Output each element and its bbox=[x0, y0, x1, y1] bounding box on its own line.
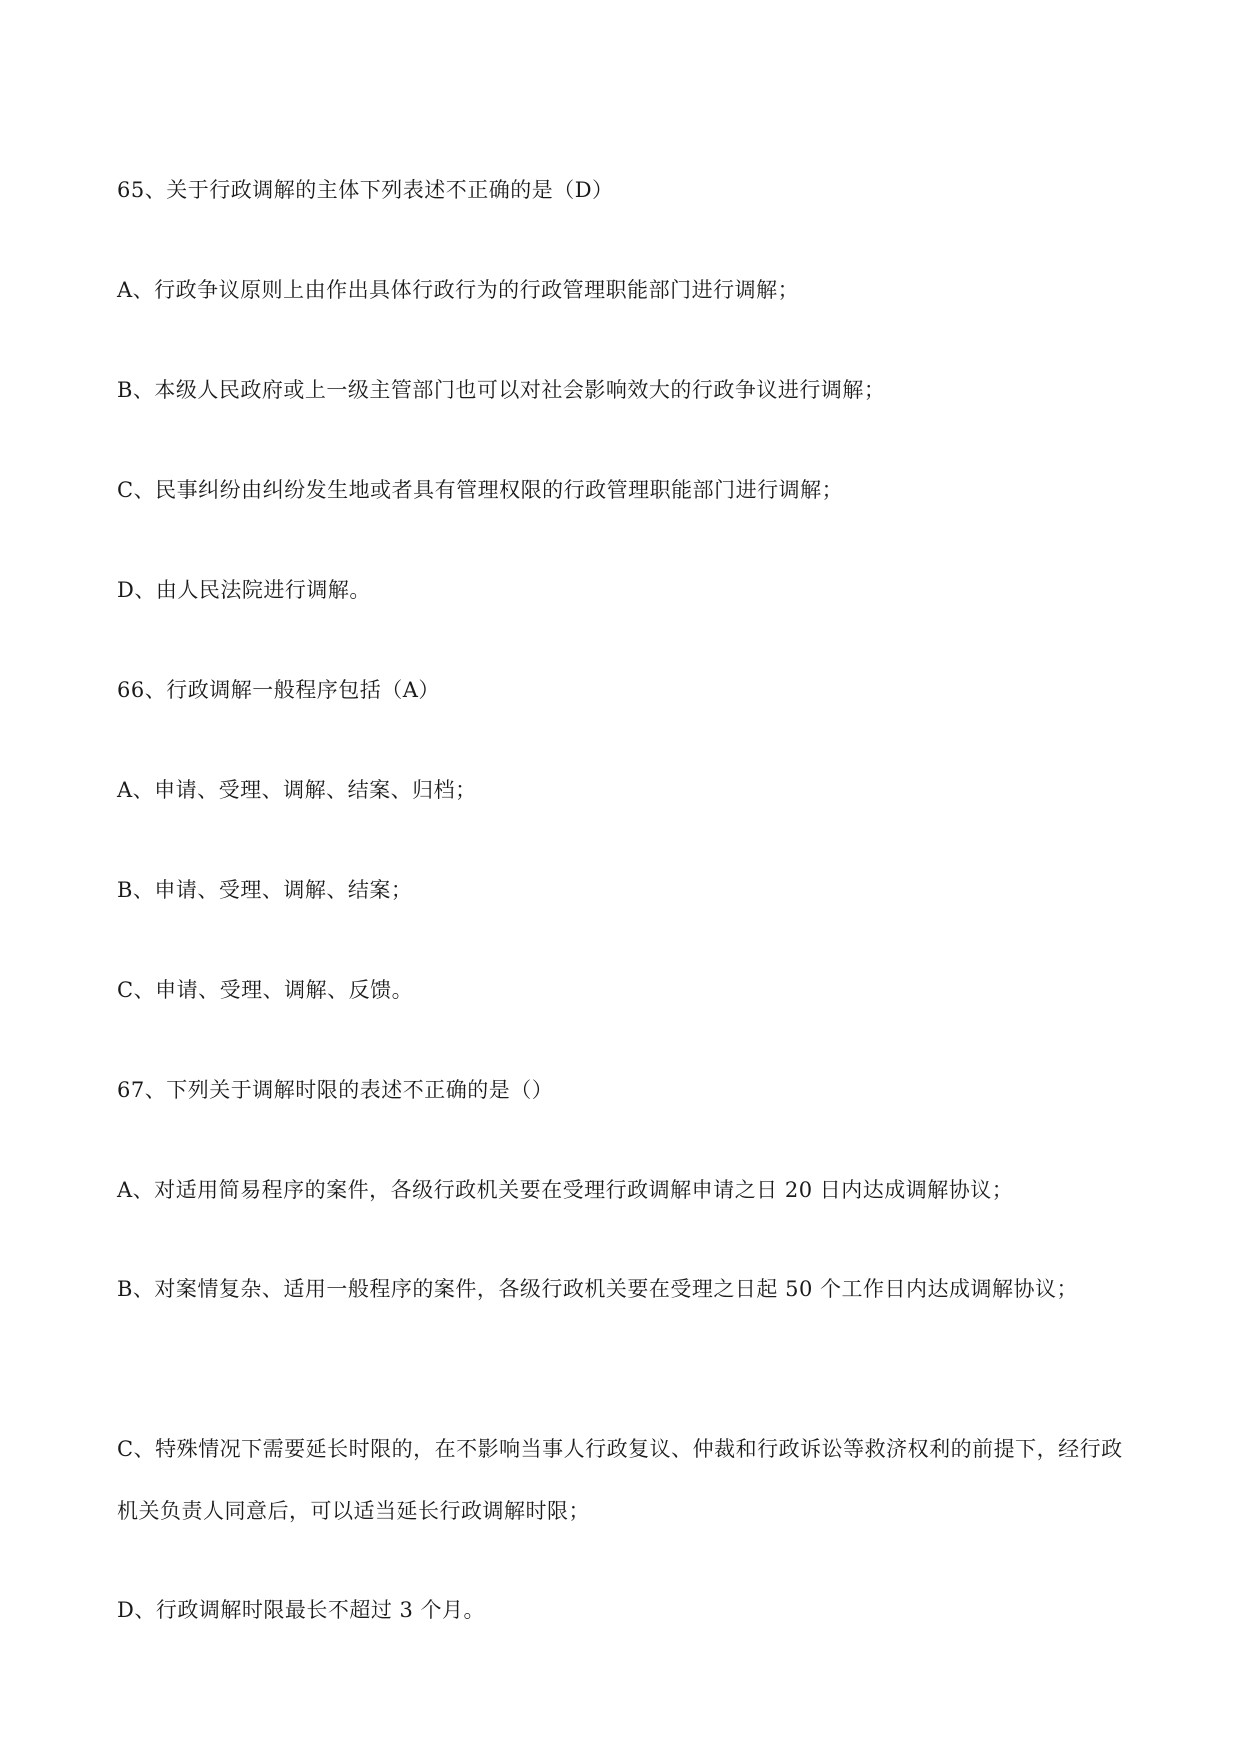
question-67-option-c: C、特殊情况下需要延长时限的，在不影响当事人行政复议、仲裁和行政诉讼等救济权利的前提下，经行政机关负责人同意后，可以适当延长行政调解时限； bbox=[117, 1437, 1123, 1523]
question-67-option-b: B、对案情复杂、适用一般程序的案件，各级行政机关要在受理之日起 50 个工作日内达成调解协议； bbox=[117, 1277, 1079, 1301]
question-65-stem: 65、关于行政调解的主体下列表述不正确的是（D） bbox=[117, 178, 614, 202]
question-66-stem: 66、行政调解一般程序包括（A） bbox=[117, 678, 440, 702]
question-66-option-b: B、申请、受理、调解、结案； bbox=[117, 878, 413, 902]
question-67-option-d: D、行政调解时限最长不超过 3 个月。 bbox=[117, 1598, 486, 1622]
question-65-option-b: B、本级人民政府或上一级主管部门也可以对社会影响效大的行政争议进行调解； bbox=[117, 378, 886, 402]
question-65-option-a: A、行政争议原则上由作出具体行政行为的行政管理职能部门进行调解； bbox=[117, 278, 800, 302]
question-66-option-c: C、申请、受理、调解、反馈。 bbox=[117, 978, 414, 1002]
question-65-option-c: C、民事纠纷由纠纷发生地或者具有管理权限的行政管理职能部门进行调解； bbox=[117, 478, 844, 502]
question-65-option-d: D、由人民法院进行调解。 bbox=[117, 578, 371, 602]
question-67-option-a: A、对适用简易程序的案件，各级行政机关要在受理行政调解申请之日 20 日内达成调解协议； bbox=[117, 1178, 1014, 1202]
question-66-option-a: A、申请、受理、调解、结案、归档； bbox=[117, 778, 477, 802]
question-67-stem: 67、下列关于调解时限的表述不正确的是（） bbox=[117, 1078, 554, 1102]
